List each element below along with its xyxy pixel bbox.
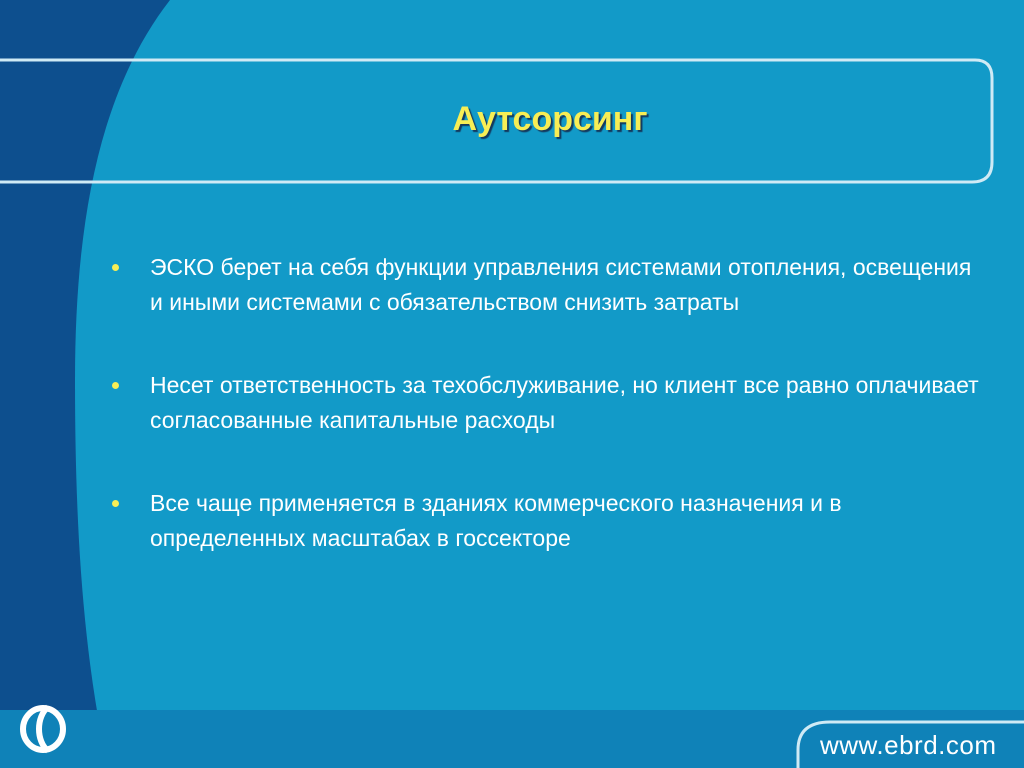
ebrd-logo-icon	[18, 703, 68, 755]
bullet-item	[106, 250, 986, 320]
slide-title: Аутсорсинг	[452, 100, 648, 138]
footer-url: www.ebrd.com	[820, 730, 997, 760]
bullet-text: Несет ответственность за техобслуживание, но клиент все равно оплачивает согласованные капитальные расходы	[150, 372, 979, 433]
bullet-dot-icon	[112, 500, 119, 507]
bullet-item	[106, 368, 986, 438]
bullet-text: ЭСКО берет на себя функции управления системами отопления, освещения и иными системами с обязательством снизить затраты	[150, 254, 972, 315]
bullet-text: Все чаще применяется в зданиях коммерческого назначения и в определенных масштабах в госсекторе	[150, 490, 842, 551]
bullet-dot-icon	[112, 382, 119, 389]
bullet-dot-icon	[112, 264, 119, 271]
bullet-item	[106, 486, 986, 556]
bullet-list	[106, 250, 986, 604]
